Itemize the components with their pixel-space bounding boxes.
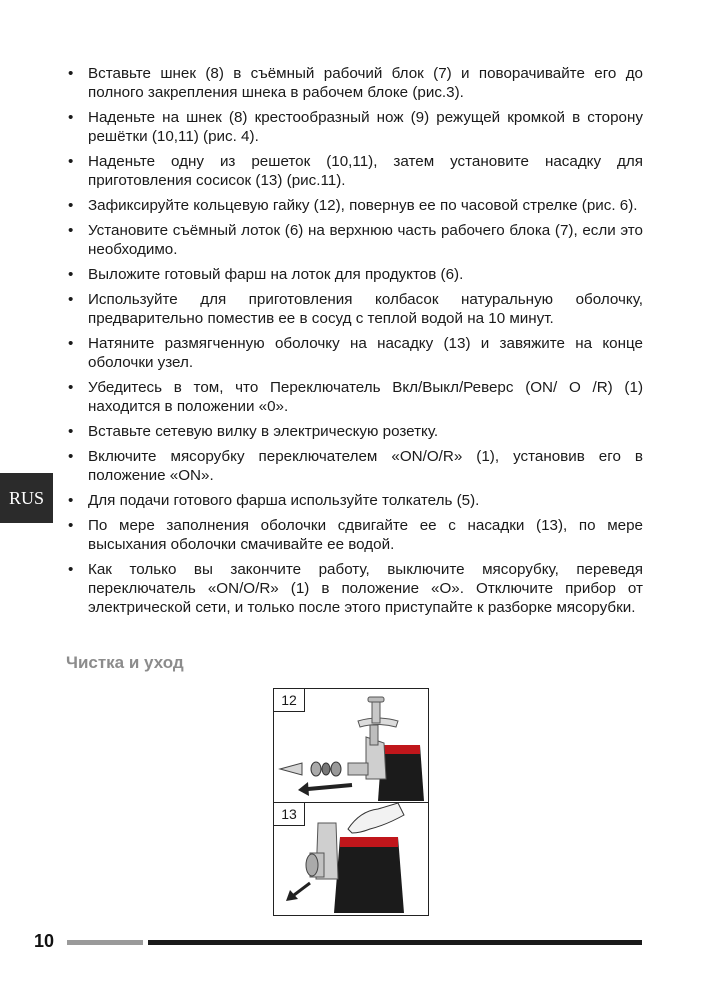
footer-rule-black [148, 940, 642, 945]
instruction-item: • Натяните размягченную оболочку на насадку (13) и завяжите на конце оболочки узел. [66, 334, 643, 372]
instruction-list [66, 64, 643, 623]
section-title: Чистка и уход [66, 653, 184, 672]
instruction-item: • Включите мясорубку переключателем «ON/O/R» (1), установив его в положение «ON». [66, 447, 643, 485]
instruction-item: • Наденьте одну из решеток (10,11), затем установите насадку для приготовления сосисок (13) (рис.11). [66, 152, 643, 190]
instruction-item: • Вставьте сетевую вилку в электрическую розетку. [66, 422, 643, 441]
language-tab: RUS [0, 473, 53, 523]
instruction-item: • Используйте для приготовления колбасок натуральную оболочку, предварительно поместив ее в сосуд с теплой водой на 10 минут. [66, 290, 643, 328]
figure-number: 13 [274, 803, 305, 826]
figure-number: 12 [274, 689, 305, 712]
instruction-item: • Убедитесь в том, что Переключатель Вкл/Выкл/Реверс (ON/ O /R) (1) находится в положении «0». [66, 378, 643, 416]
footer-rule-gray [67, 940, 143, 945]
instruction-item: • Выложите готовый фарш на лоток для продуктов (6). [66, 265, 643, 284]
instruction-item: • Зафиксируйте кольцевую гайку (12), повернув ее по часовой стрелке (рис. 6). [66, 196, 643, 215]
instruction-item: • Наденьте на шнек (8) крестообразный нож (9) режущей кромкой в сторону решётки (10,11) (рис. 4). [66, 108, 643, 146]
instruction-item: • Вставьте шнек (8) в съёмный рабочий блок (7) и поворачивайте его до полного закрепления шнека в рабочем блоке (рис.3). [66, 64, 643, 102]
instruction-item: • Как только вы закончите работу, выключите мясорубку, переведя переключатель «ON/O/R» (1) в положение «О». Отключите прибор от электрической сети, и только после этого приступайте к разборке мясорубки. [66, 560, 643, 617]
instruction-item: • По мере заполнения оболочки сдвигайте ее с насадки (13), по мере высыхания оболочки смачивайте ее водой. [66, 516, 643, 554]
figure-12 [273, 688, 429, 804]
figure-13 [273, 802, 429, 916]
instruction-item: • Установите съёмный лоток (6) на верхнюю часть рабочего блока (7), если это необходимо. [66, 221, 643, 259]
page-number: 10 [34, 931, 55, 951]
instruction-item: • Для подачи готового фарша используйте толкатель (5). [66, 491, 643, 510]
